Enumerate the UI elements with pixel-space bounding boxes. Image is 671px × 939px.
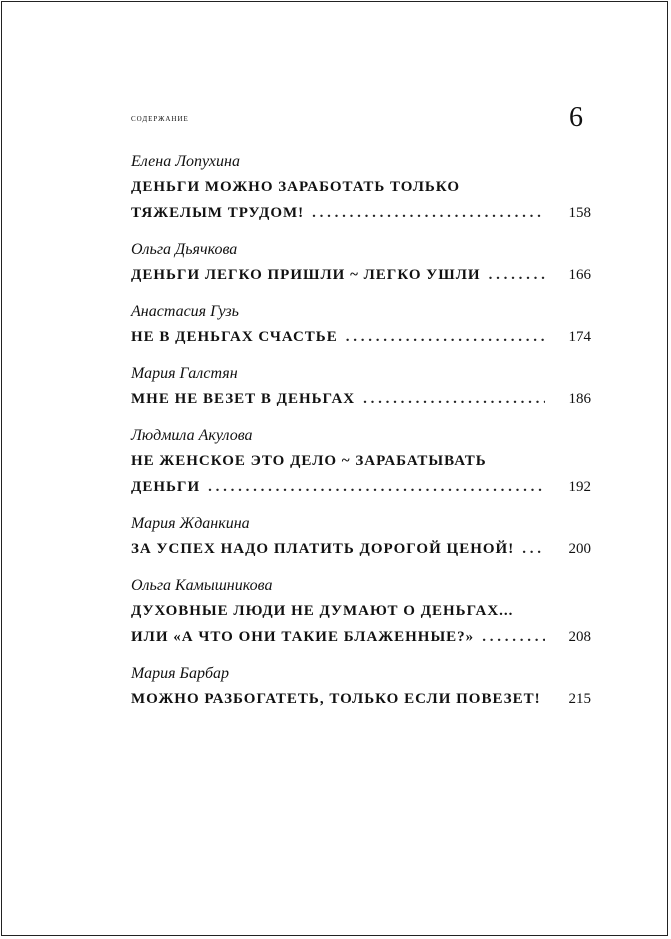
toc-entry[interactable] xyxy=(131,512,591,562)
entry-title-text: МОЖНО РАЗБОГАТЕТЬ, ТОЛЬКО ЕСЛИ ПОВЕЗЕТ! xyxy=(131,691,541,707)
entry-title-final-line xyxy=(131,536,591,562)
entry-page-number: 186 xyxy=(568,391,591,407)
entry-title-line: ДЕНЬГИ МОЖНО ЗАРАБОТАТЬ ТОЛЬКО xyxy=(131,179,460,195)
entry-title-text: ИЛИ «А ЧТО ОНИ ТАКИЕ БЛАЖЕННЫЕ?» xyxy=(131,629,475,645)
entry-title-text: МНЕ НЕ ВЕЗЕТ В ДЕНЬГАХ xyxy=(131,391,356,407)
toc-entry[interactable] xyxy=(131,362,591,412)
dot-leader xyxy=(312,200,545,226)
dot-leader xyxy=(363,386,545,412)
entry-title-text: ДЕНЬГИ xyxy=(131,479,201,495)
dot-leader xyxy=(489,262,545,288)
toc-entry[interactable] xyxy=(131,150,591,226)
entry-author: Ольга Дьячкова xyxy=(131,241,238,258)
entry-author: Мария Жданкина xyxy=(131,515,250,532)
entry-title-final-line xyxy=(131,474,591,500)
entry-page-number: 208 xyxy=(568,629,591,645)
toc-entry[interactable] xyxy=(131,662,591,712)
entry-title-text: ЗА УСПЕХ НАДО ПЛАТИТЬ ДОРОГОЙ ЦЕНОЙ! xyxy=(131,541,515,557)
toc-entry[interactable] xyxy=(131,424,591,500)
dot-leader xyxy=(346,324,545,350)
entry-page-number: 215 xyxy=(568,691,591,707)
entry-page-number: 158 xyxy=(568,205,591,221)
entry-author: Ольга Камышникова xyxy=(131,577,273,594)
book-page xyxy=(1,1,668,936)
table-of-contents xyxy=(131,150,591,724)
entry-title-line: ДУХОВНЫЕ ЛЮДИ НЕ ДУМАЮТ О ДЕНЬГАХ... xyxy=(131,603,514,619)
entry-title-final-line xyxy=(131,624,591,650)
entry-title-line: НЕ ЖЕНСКОЕ ЭТО ДЕЛО ~ ЗАРАБАТЫВАТЬ xyxy=(131,453,487,469)
dot-leader xyxy=(482,624,545,650)
entry-author: Людмила Акулова xyxy=(131,427,253,444)
entry-page-number: 192 xyxy=(568,479,591,495)
section-label: содержание xyxy=(131,113,189,124)
entry-title-final-line xyxy=(131,262,591,288)
entry-title-final-line xyxy=(131,386,591,412)
toc-entry[interactable] xyxy=(131,574,591,650)
entry-title-final-line xyxy=(131,686,591,712)
entry-page-number: 166 xyxy=(568,267,591,283)
entry-author: Мария Барбар xyxy=(131,665,230,682)
entry-author: Анастасия Гузь xyxy=(131,303,239,320)
entry-page-number: 200 xyxy=(568,541,591,557)
entry-title-final-line xyxy=(131,324,591,350)
dot-leader xyxy=(208,474,545,500)
entry-title-text: ДЕНЬГИ ЛЕГКО ПРИШЛИ ~ ЛЕГКО УШЛИ xyxy=(131,267,481,283)
entry-title-text: НЕ В ДЕНЬГАХ СЧАСТЬЕ xyxy=(131,329,338,345)
dot-leader xyxy=(522,536,545,562)
entry-author: Мария Галстян xyxy=(131,365,238,382)
entry-title-text: ТЯЖЕЛЫМ ТРУДОМ! xyxy=(131,205,305,221)
entry-author: Елена Лопухина xyxy=(131,153,240,170)
entry-title-final-line xyxy=(131,200,591,226)
toc-entry[interactable] xyxy=(131,238,591,288)
toc-entry[interactable] xyxy=(131,300,591,350)
entry-page-number: 174 xyxy=(568,329,591,345)
page-number: 6 xyxy=(569,102,583,133)
